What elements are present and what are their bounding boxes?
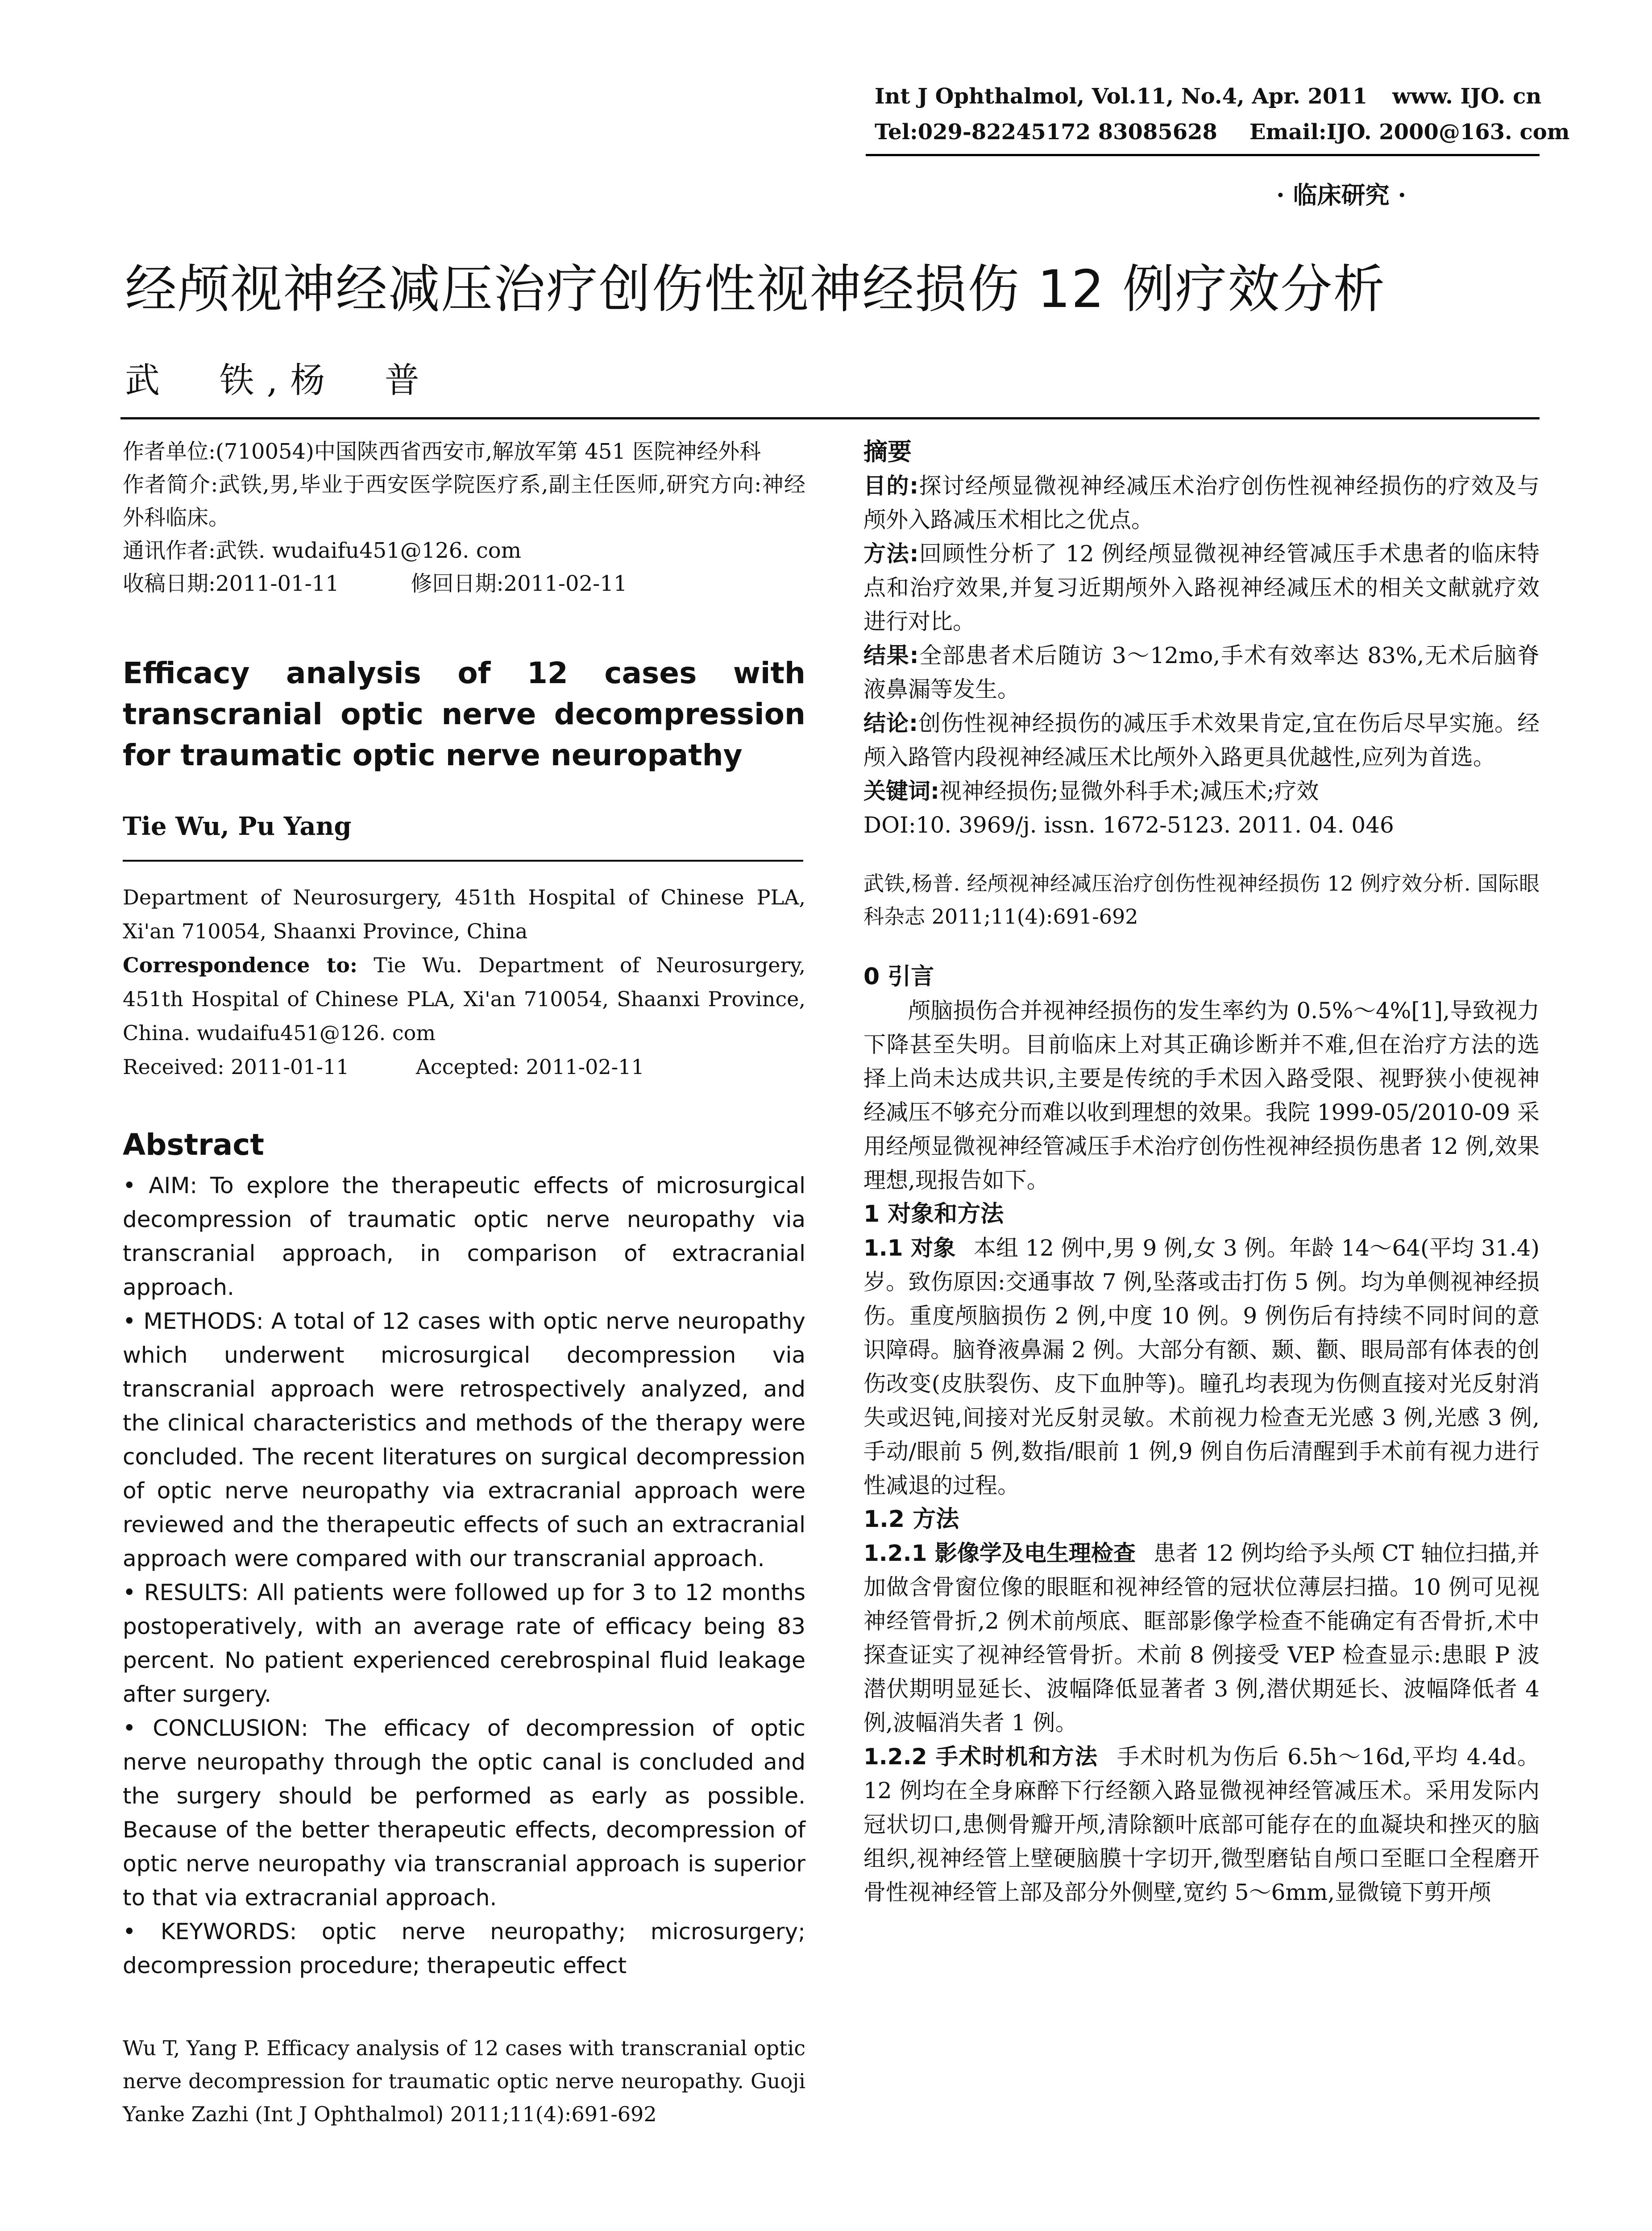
abstract-cn-aim-text: 探讨经颅显微视神经减压术治疗创伤性视神经损伤的疗效及与颅外入路减压术相比之优点。 [863, 473, 1540, 533]
abstract-results-label: • RESULTS: [123, 1580, 249, 1605]
abstract-cn-methods-text: 回顾性分析了 12 例经颅显微视神经管减压手术患者的临床特点和治疗效果,并复习近期颅外入路视神经减压术的相关文献就疗效进行对比。 [863, 541, 1540, 634]
abstract-conclusion-text: The efficacy of decompression of optic nerve neuropathy through the optic canal is concluded and the surgery should be performed as early as possible. Because of the better therapeutic effects, decompression of optic nerve neuropathy via transcranial approach is superior to that via extracranial approach. [123, 1715, 805, 1911]
header-rule [866, 154, 1540, 156]
abstract-heading-en: Abstract [123, 1128, 264, 1162]
section-1-1-label: 1.1 对象 [863, 1235, 956, 1261]
abstract-cn-aim-label: 目的: [863, 473, 919, 499]
abstract-methods [123, 1304, 805, 1576]
title-rule [120, 417, 1540, 419]
section-1-2-1 [863, 1536, 1540, 1740]
abstract-cn-results-label: 结果: [863, 643, 919, 668]
journal-citation: Int J Ophthalmol, Vol.11, No.4, Apr. 2011 [875, 84, 1368, 109]
section-1-1-text: 本组 12 例中,男 9 例,女 3 例。年龄 14～64(平均 31.4)岁。致伤原因:交通事故 7 例,坠落或击打伤 5 例。均为单侧视神经损伤。重度颅脑损伤 2 例,中度 10 例。9 例伤后有持续不同时间的意识障碍。脑脊液鼻漏 2 例。大部分有额、颞、颧、眼局部有体表的创伤改变(皮肤裂伤、皮下血肿等)。瞳孔均表现为伤侧直接对光反射消失或迟钝,间接对光反射灵敏。术前视力检查无光感 3 例,光感 3 例,手动/眼前 5 例,数指/眼前 1 例,9 例自伤后清醒到手术前有视力进行性减退的过程。 [863, 1235, 1540, 1498]
affiliation-en-block [123, 880, 805, 1084]
abstract-conclusion-label: • CONCLUSION: [123, 1715, 309, 1741]
section-1-2-2 [863, 1740, 1540, 1909]
abstract-cn-conclusion [863, 706, 1540, 774]
authors-en: Tie Wu, Pu Yang [123, 812, 352, 841]
abstract-cn-methods-label: 方法: [863, 541, 919, 567]
accepted-date-en: Accepted: 2011-02-11 [415, 1055, 644, 1079]
journal-website: www. IJO. cn [1392, 84, 1542, 109]
corresponding-author: 通讯作者:武铁. wudaifu451@126. com [123, 538, 522, 563]
authors-cn: 武 铁,杨 普 [125, 361, 432, 401]
abstract-results-text: All patients were followed up for 3 to 12 months postoperatively, with an average rate of efficacy being 83 percent. No patient experienced cerebrospinal fluid leakage after surgery. [123, 1580, 806, 1707]
abstract-aim-label: • AIM: [123, 1173, 198, 1198]
abstract-conclusion [123, 1711, 805, 1915]
left-column [123, 435, 805, 2131]
section-0-heading: 0 引言 [863, 963, 934, 990]
department-en: Department of Neurosurgery, 451th Hospital of Chinese PLA, Xi'an 710054, Shaanxi Province, China [123, 885, 805, 943]
right-column [863, 435, 1540, 1909]
section-1-2-1-text: 患者 12 例均给予头颅 CT 轴位扫描,并加做含骨窗位像的眼眶和视神经管的冠状位薄层扫描。10 例可见视神经管骨折,2 例术前颅底、眶部影像学检查不能确定有否骨折,术中探查证实了视神经管骨折。术前 8 例接受 VEP 检查显示:患眼 P 波潜伏期明显延长、波幅降低显著者 3 例,潜伏期延长、波幅降低者 4 例,波幅消失者 1 例。 [863, 1540, 1540, 1736]
abstract-cn-results [863, 639, 1540, 706]
abstract-keywords-label: • KEYWORDS: [123, 1919, 297, 1945]
revised-date-cn: 修回日期:2011-02-11 [411, 571, 627, 596]
journal-tel: Tel:029-82245172 83085628 [875, 120, 1217, 145]
affiliation-line: 作者单位:(710054)中国陕西省西安市,解放军第 451 医院神经外科 [123, 439, 761, 464]
abstract-cn-aim [863, 469, 1540, 537]
abstract-methods-label: • METHODS: [123, 1308, 264, 1334]
abstract-cn-results-text: 全部患者术后随访 3～12mo,手术有效率达 83%,无术后脑脊液鼻漏等发生。 [863, 643, 1540, 702]
section-1-1 [863, 1231, 1540, 1502]
correspondence-label: Correspondence to: [123, 953, 357, 977]
section-1-heading: 1 对象和方法 [863, 1201, 1004, 1227]
article-title-en: Efficacy analysis of 12 cases with transcranial optic nerve decompression for traumatic optic nerve neuropathy [123, 656, 805, 772]
citation-en: Wu T, Yang P. Efficacy analysis of 12 cases with transcranial optic nerve decompression for traumatic optic nerve neuropathy. Guoji Yanke Zazhi (Int J Ophthalmol) 2011;11(4):691-692 [123, 2036, 805, 2126]
received-date-cn: 收稿日期:2011-01-11 [123, 571, 339, 596]
abstract-aim-text: To explore the therapeutic effects of microsurgical decompression of traumatic optic nerve neuropathy via transcranial approach, in comparison of extracranial approach. [123, 1173, 805, 1300]
abstract-cn-keywords-text: 视神经损伤;显微外科手术;减压术;疗效 [939, 778, 1319, 804]
abstract-body-en [123, 1169, 805, 1982]
section-1-2-2-text: 手术时机为伤后 6.5h～16d,平均 4.4d。12 例均在全身麻醉下行经额入路显微视神经管减压术。采用发际内冠状切口,患侧骨瓣开颅,清除额叶底部可能存在的血凝块和挫灭的脑组织,视神经管上壁硬脑膜十字切开,微型磨钻自颅口至眶口全程磨开骨性视神经管上部及部分外侧壁,宽约 5～6mm,显微镜下剪开颅 [863, 1744, 1540, 1905]
abstract-body-cn [863, 469, 1540, 842]
citation-cn: 武铁,杨普. 经颅视神经减压治疗创伤性视神经损伤 12 例疗效分析. 国际眼科杂志 2011;11(4):691-692 [863, 871, 1540, 929]
section-1-2-heading: 1.2 方法 [863, 1506, 959, 1533]
dates-en [123, 1050, 805, 1084]
abstract-keywords-text: optic nerve neuropathy; microsurgery; decompression procedure; therapeutic effect [123, 1919, 805, 1978]
abstract-results [123, 1576, 805, 1711]
journal-email: Email:IJO. 2000@163. com [1249, 120, 1570, 145]
dates-cn [123, 567, 805, 600]
correspondence-en [123, 948, 805, 1050]
abstract-heading-cn: 摘要 [863, 438, 912, 466]
abstract-cn-conclusion-label: 结论: [863, 710, 918, 736]
abstract-aim [123, 1169, 805, 1304]
section-0-text: 颅脑损伤合并视神经损伤的发生率约为 0.5%～4%[1],导致视力下降甚至失明。目前临床上对其正确诊断并不难,但在治疗方法的选择上尚未达成共识,主要是传统的手术因入路受限、视野狭小使视神经减压不够充分而难以收到理想的效果。我院 1999-05/2010-09 采用经颅显微视神经管减压手术治疗创伤性视神经损伤患者 12 例,效果理想,现报告如下。 [863, 998, 1540, 1193]
affiliation-block [123, 435, 805, 600]
section-1-2-2-label: 1.2.2 手术时机和方法 [863, 1744, 1098, 1770]
abstract-cn-methods [863, 537, 1540, 639]
correspondence-text: Tie Wu. Department of Neurosurgery, 451th Hospital of Chinese PLA, Xi'an 710054, Shaanxi Province, China. wudaifu451@126. com [123, 953, 805, 1045]
abstract-cn-keywords-label: 关键词: [863, 778, 939, 804]
author-bio: 作者简介:武铁,男,毕业于西安医学院医疗系,副主任医师,研究方向:神经外科临床。 [123, 472, 805, 530]
abstract-cn-conclusion-text: 创伤性视神经损伤的减压手术效果肯定,宜在伤后尽早实施。经颅入路管内段视神经减压术比颅外入路更具优越性,应列为首选。 [863, 710, 1540, 770]
abstract-methods-text: A total of 12 cases with optic nerve neuropathy which underwent microsurgical decompression via transcranial approach were retrospectively analyzed, and the clinical characteristics and methods of the therapy were concluded. The recent literatures on surgical decompression of optic nerve neuropathy via extracranial approach were reviewed and the therapeutic effects of such an extracranial approach were compared with our transcranial approach. [123, 1308, 805, 1572]
authors-rule [123, 860, 803, 862]
article-title-cn: 经颅视神经减压治疗创伤性视神经损伤 12 例疗效分析 [125, 259, 1386, 319]
abstract-keywords [123, 1915, 805, 1982]
abstract-cn-keywords [863, 774, 1540, 808]
section-tag: · 临床研究 · [1276, 181, 1407, 209]
section-1-2-1-label: 1.2.1 影像学及电生理检查 [863, 1540, 1136, 1566]
received-date-en: Received: 2011-01-11 [123, 1055, 349, 1079]
doi: DOI:10. 3969/j. issn. 1672-5123. 2011. 04. 046 [863, 812, 1394, 838]
